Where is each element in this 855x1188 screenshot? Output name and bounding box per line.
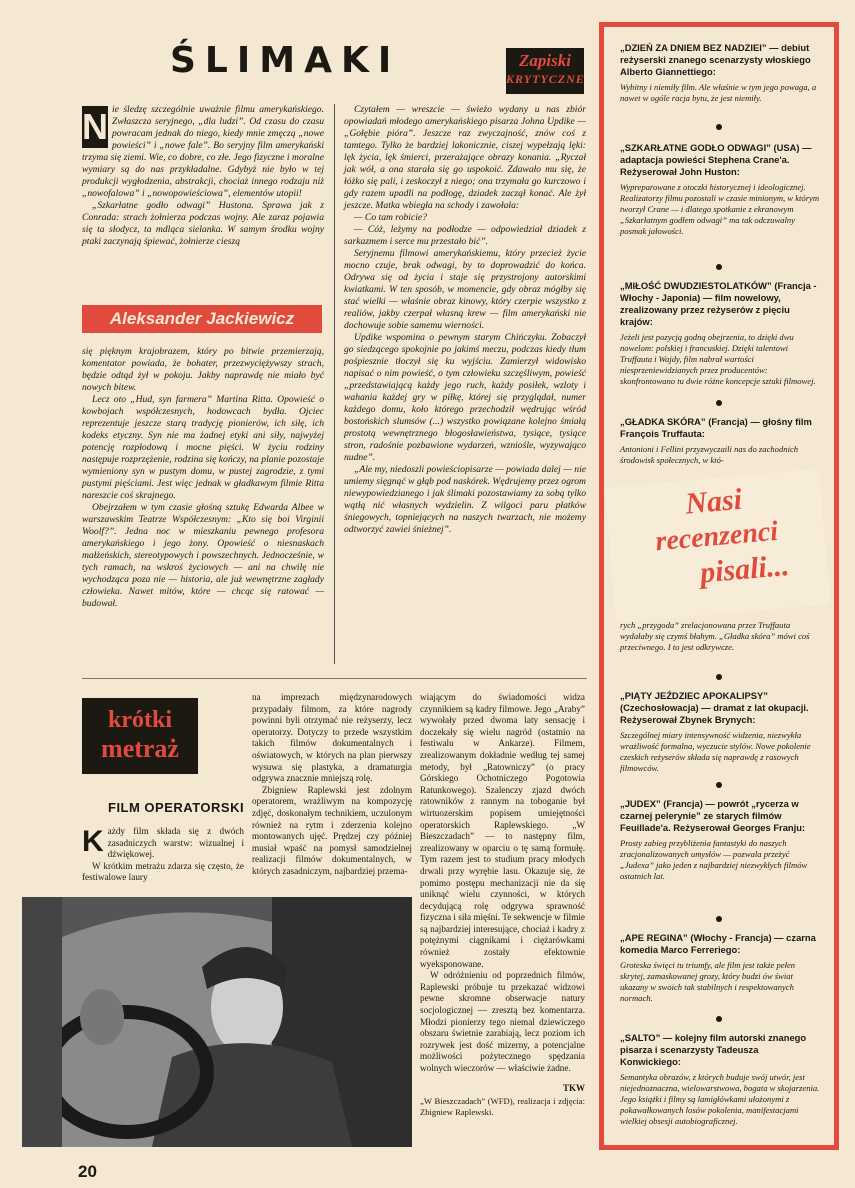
review-heading: „SZKARŁATNE GODŁO ODWAGI” (USA) — adaptacja powieści Stephena Crane'a. Reżyserował John Huston: [620, 142, 812, 177]
krotki-badge-line-2: metraż [101, 734, 179, 763]
photo-caption: „W Bieszczadach” (WFD), realizacja i zdjęcia: Zbigniew Raplewski. [420, 1096, 585, 1117]
review-entry-4 [620, 416, 820, 466]
krotki-paragraph: W krótkim metrażu zdarza się często, że festiwalowe laury [82, 860, 244, 883]
article-paragraph: Obejrzałem w tym czasie głośną sztukę Edwarda Albee w warszawskim Teatrze Współczesnym: „Kto się boi Virginii Woolf?”. Jedna noc w mieszkaniu pewnego profesora amerykańskiego i jego żony. Opowieść o niesnaskach małżeńskich, stereotypowych i powszechnych. Jednocześnie, w tych ramach, na wskroś życiowych — ani na chwilę nie wychodząca poza nie — historia, ale już wewnętrzne zagłady człowieka. Nawet mitów, które — chcąc się ratować — budował. [82, 502, 324, 609]
badge-line-2: KRYTYCZNE [506, 72, 585, 86]
krotki-metraz-badge [82, 698, 198, 774]
review-quote: Jeżeli jest pozycją godną obejrzenia, to dzięki dwu nowelom: polskiej i francuskiej. Dzięki talentowi Truffauta i Wajdy, film nabrał wartości niesprzeniewidzianych przez producentów: skonfrontowano tu dwie różne koncepcje sztuki filmowej. [620, 332, 816, 386]
column-divider [334, 104, 335, 664]
section-divider [82, 678, 587, 679]
review-heading: „MIŁOŚĆ DWUDZIESTOLATKÓW” (Francja - Włochy - Japonia) — film nowelowy, zrealizowany przez reżyserów z pięciu krajów: [620, 280, 817, 327]
author-bar [82, 305, 322, 333]
dropcap-letter: N [82, 106, 108, 147]
article-paragraph: Czytałem — wreszcie — świeżo wydany u nas zbiór opowiadań młodego amerykańskiego pisarza Johna Updike — „Gołębie pióra”. Jeszcze raz zwyczajność, znów coś z tamtego. Tylko że bardziej lakonicznie, ciszej wypełzają lęki: lęk życia, lęk śmierci, przerażające obrazy konania. „Ryczał jak wół, a ona starała się go uspokoić. Zdawało mu się, że łóżko się pali, i zeskoczył z niego; ona trzymała go kurczowo i gdy razem upadli na podłogę, dziadek zaczął konać. Ale żył jeszcze. Matka wbiegła na schody i zawołała: [344, 104, 586, 211]
dropcap-k [82, 827, 104, 857]
krotki-lead: ażdy film składa się z dwóch zasadniczych warstw: wizualnej i dźwiękowej. [107, 826, 244, 860]
review-heading: „APE REGINA” (Włochy - Francja) — czarna komedia Marco Ferreriego: [620, 932, 816, 955]
review-heading: „PIĄTY JEŹDZIEC APOKALIPSY” (Czechosłowacja) — dramat z lat okupacji. Reżyserował Zbynek Brynych: [620, 690, 809, 725]
stamp-line-3: pisali... [698, 548, 791, 590]
stamp-line-2: recenzenci [654, 515, 780, 558]
article-column-2 [344, 104, 586, 536]
review-entry-2 [620, 142, 820, 237]
review-heading: „GŁADKA SKÓRA” (Francja) — głośny film François Truffauta: [620, 416, 812, 439]
review-quote: Prosty zabieg przybliżenia fantastyki do naszych zracjonalizowanych umysłów — pozwala przeżyć „Judexa” jako jeden z najbardziej niezwykłych filmów ostatnich lat. [620, 838, 808, 881]
review-quote: Wybitny i niemiły film. Ale właśnie w tym jego powaga, a nawet w ogóle racja bytu, że jest niemiły. [620, 82, 817, 103]
krotki-paragraph: W odróżnieniu od poprzednich filmów, Raplewski próbuje tu przekazać widzowi pewne skromne obserwacje natury socjologicznej — zresztą bez komentarza. Młodzi pionierzy tego niemal dziewiczego obszaru świetnie zarabiają, lecz poziom ich rozrywek jest dość mizerny, a potencjalne możliwości pożytecznego spędzania wolnych wieczorów — właściwie żadne. [420, 970, 585, 1073]
review-heading: „SALTO” — kolejny film autorski znanego pisarza i scenarzysty Tadeusza Konwickiego: [620, 1032, 807, 1067]
article-column-1-continued [82, 346, 324, 610]
separator-dot [716, 264, 722, 270]
zapiski-krytyczne-badge [506, 48, 584, 94]
review-quote: Semantyka obrazów, z których buduje swój utwór, jest niejednoznaczna, wielowarstwowa, bogata w skojarzenia. Jego książki i filmy są lamigłówkami ułożonymi z pokawałkowanych losów pokolenia, manifestacjami wielkiej obsesji autobiograficznej. [620, 1072, 820, 1126]
reviewers-stamp [604, 469, 830, 623]
review-entry-8 [620, 1032, 820, 1127]
review-quote: rych „przygoda” zrelacjonowana przez Truffauta wydałaby się czymś błahym. „Gładka skóra” mówi coś przeciwnego. I to jest odkrywcze. [620, 620, 810, 652]
article-paragraph: Seryjnemu filmowi amerykańskiemu, który przecież życie mocno czuje, brak odwagi, by to doprowadzić do końca. Odrywa się od życia i staje się przystrojony autorskimi kwiatkami. W ten sposób, w momencie, gdy obraz mógłby się stać wielki — właśnie obraz kinowy, który czerpie wszystko z realiów, jakby czerpał własną krew — film amerykański nie dochowuje sobie samemu wierności. [344, 248, 586, 331]
krotki-column-b [420, 692, 585, 1117]
separator-dot [716, 916, 722, 922]
article-paragraph: się pięknym krajobrazem, który po bitwie przemierzają, komentator powiada, że bohater, przezwyciężywszy strach, będzie odtąd żył w pokoju. Jakby naprawdę nie miało być nowych bitew. [82, 346, 324, 393]
review-heading: „DZIEŃ ZA DNIEM BEZ NADZIEI” — debiut reżyserski znanego scenarzysty włoskiego Alberto Giannettiego: [620, 42, 811, 77]
review-entry-6 [620, 798, 820, 882]
separator-dot [716, 1016, 722, 1022]
article-paragraph: — Cóż, leżymy na podłodze — odpowiedział dziadek z sarkazmem i serce mu przestało bić”. [344, 224, 586, 247]
krotki-paragraph: Zbigniew Raplewski jest zdolnym operatorem, wrażliwym na kompozycję zdjęć, doskonałym technikiem, uczulonym również na rytm i zderzenia kolejno montowanych ujęć. Prędzej czy później musiał wpaść na pomysł samodzielnej realizacji filmów dokumentalnych, w których zasadniczym, najbardziej przema- [252, 784, 412, 876]
review-entry-5 [620, 690, 820, 774]
film-still-photo [22, 897, 412, 1147]
separator-dot [716, 400, 722, 406]
photo-scene [22, 897, 412, 1147]
krotki-paragraph: wiającym do świadomości widza czynnikiem są kadry filmowe. Jego „Araby” wywołały przed dwoma laty sensację i doczekały się wielu nagród (ostatnio na festiwalu w Ankarze). Filmem, zrealizowanym dokładnie według tej samej metody, był „Ratowniczy” (o pracy Górskiego Ochotniczego Pogotowia Ratunkowego). Szalenczy zjazd dwóch ratowników z rannym na toboganie był wirtuozerskim popisem umiejętności operatorskich Raplewskiego. „W Bieszczadach” — to następny film, zrealizowany w oparciu o tę samą formułę. Tym razem jest to studium pracy młodych drwali przy wyrębie lasu. Okazuje się, że pomimo postępu mechanizacji nie da się uniknąć wielu czynności, w których decydującą rolę odgrywa sprawność fizyczna i siła mięśni. Te sekwencje w filmie są najbardziej interesujące, chociaż i kadry z potężnymi ciągnikami i ciężarówkami również zostały efektownie wyeksponowane. [420, 692, 586, 969]
article-paragraph: Updike wspomina o pewnym starym Chińczyku. Zobaczył go siedzącego spokojnie po jakimś meczu, podczas kiedy tłum pośpiesznie tłoczył się ku wyjściu. Zamierzył widowisko napisać o nim powieść, o tym człowieku szczęśliwym, powieść „przedstawiającą każdy jego ruch, każdy posiłek, wzloty i wahania każdej gry w piłkę, której się przyglądał, numer każdego domu, koło którego przechodził wędrując wśród bostońskich slumsów (...) wszystko powiązane kolejno śmiałą prostotą wewnętrznego błogosławieństwa, tysiące, tysiące stron, radośnie pozbawione wydarzeń, wzniośle, wyzywająco nudne”. [344, 332, 586, 463]
krotki-badge-line-1: krótki [107, 707, 172, 733]
dropcap-n [82, 106, 108, 148]
review-entry-7 [620, 932, 820, 1004]
article-paragraph: Lecz oto „Hud, syn farmera” Martina Ritta. Opowieść o kowbojach współczesnych, hodowcach bydła. Ojciec reprezentuje jeszcze starą tradycję pionierów, ich siłę, ich kodeks etyczny. Syn nie ma żadnej etyki ani siły, najwyżej potencję rozpłodową i mocne pięści. W życiu rodziny następuje rozprzężenie, rodzina się kończy, na planie pozostaje wymieniony syn w pustym domu, w pustej zagrodzie, z tymi pustymi pięściami. Jest więc jednak w gładkawym filmie Ritta nareszcie coś skrajnego. [82, 394, 324, 501]
stamp-line-1: Nasi [683, 482, 744, 521]
separator-dot [716, 782, 722, 788]
review-entry-4-continued [620, 620, 820, 653]
article-paragraph: — Co tam robicie? [354, 212, 427, 223]
krotki-lead-block [82, 826, 244, 884]
article-column-1 [82, 104, 324, 248]
review-entry-3 [620, 280, 820, 387]
article-lead: ie śledzę szczególnie uważnie filmu amerykańskiego. Zwłaszcza seryjnego, „dla ludzi”. Od czasu do czasu powracam jednak do niego, kiedy mnie zmęczą „nowe powieści” i „nowe fale”. Bo seryjny film amerykański trzyma się ziemi. Wie, co dobre, co złe. Jego fizyczne i moralne wymiary są do nas przykładalne. Gdybyż nie było w tej produkcji wygłodzenia, abstrakcji, chociaż innego rodzaju niż „nowofalowa” i „nowopowieściowa”, elementów utopii! [82, 104, 324, 199]
badge-line-1: Zapiski [519, 51, 571, 70]
review-quote: Antonioni i Fellini przyzwyczaili nas do zachodnich środowisk społecznych, w któ- [620, 444, 799, 465]
krotki-column-a [252, 692, 412, 878]
krotki-heading: FILM OPERATORSKI [108, 800, 245, 815]
article-title: ŚLIMAKI [170, 40, 401, 81]
review-heading: „JUDEX” (Francja) — powrót „rycerza w czarnej pelerynie” ze starych filmów Feuillade'a. Reżyserował Georges Franju: [620, 798, 806, 833]
separator-dot [716, 674, 722, 680]
dropcap-k-letter: K [82, 825, 104, 858]
separator-dot [716, 124, 722, 130]
krotki-paragraph: na imprezach międzynarodowych przypadały filmom, za które nagrody powinni byli otrzymać nie reżyserzy, lecz operatorzy. Dotyczy to przede wszystkim takich filmów dokumentalnych i oświatowych, w których na plan pierwszy wysuwa się plastyka, a dramaturgia odgrywa znacznie mniejszą rolę. [252, 692, 412, 784]
review-entry-1 [620, 42, 820, 104]
review-quote: Szczególnej miary intensywność widzenia, niezwykła wrażliwość formalna, wyczucie stylów. Nowe pokolenie czeskich reżyserów składa się naprawdę z rasowych filmowców. [620, 730, 811, 773]
page-number: 20 [78, 1162, 97, 1181]
review-quote: Wypreparowane z otoczki historycznej i ideologicznej. Realizatorzy filmu pozostali w czasie minionym, w którym tworzył Crane — i dlatego spotkanie z ekranowym „Szkarłatnym godłem odwagi” ma tak odczuwalny posmak jałowości. [620, 182, 820, 236]
article-paragraph: „Szkarłatne godło odwagi” Hustona. Sprawa jak z Conrada: strach żołnierza podczas wojny. Ale zaraz pojawia się ta słodycz, ta mdląca sielanka. W samym środku wojny ptaki zaczynają śpiewać, żołnierze cieszą [82, 200, 324, 247]
review-quote: Groteska święci tu triumfy, ale film jest także pełen skrytej, zamaskowanej grozy, który budzi ów świat ukazany w swoich tak stabilnych i respektowanych normach. [620, 960, 796, 1003]
signature: TKW [562, 1082, 585, 1093]
author-name: Aleksander Jackiewicz [109, 309, 295, 328]
article-paragraph: „Ale my, niedoszli powieściopisarze — powiada dalej — nie umiemy sięgnąć w głąb pod naskórek. Wędrujemy przez ogrom niewypowiedzianego i jak ślimaki pozostawiamy za sobą tylko wątłą nić własnych wydzielin. Z wilgoci paru płatków śniegowych, topniejących na naszych twarzach, nie możemy odtworzyć zawiei śnieżnej”. [344, 464, 586, 535]
